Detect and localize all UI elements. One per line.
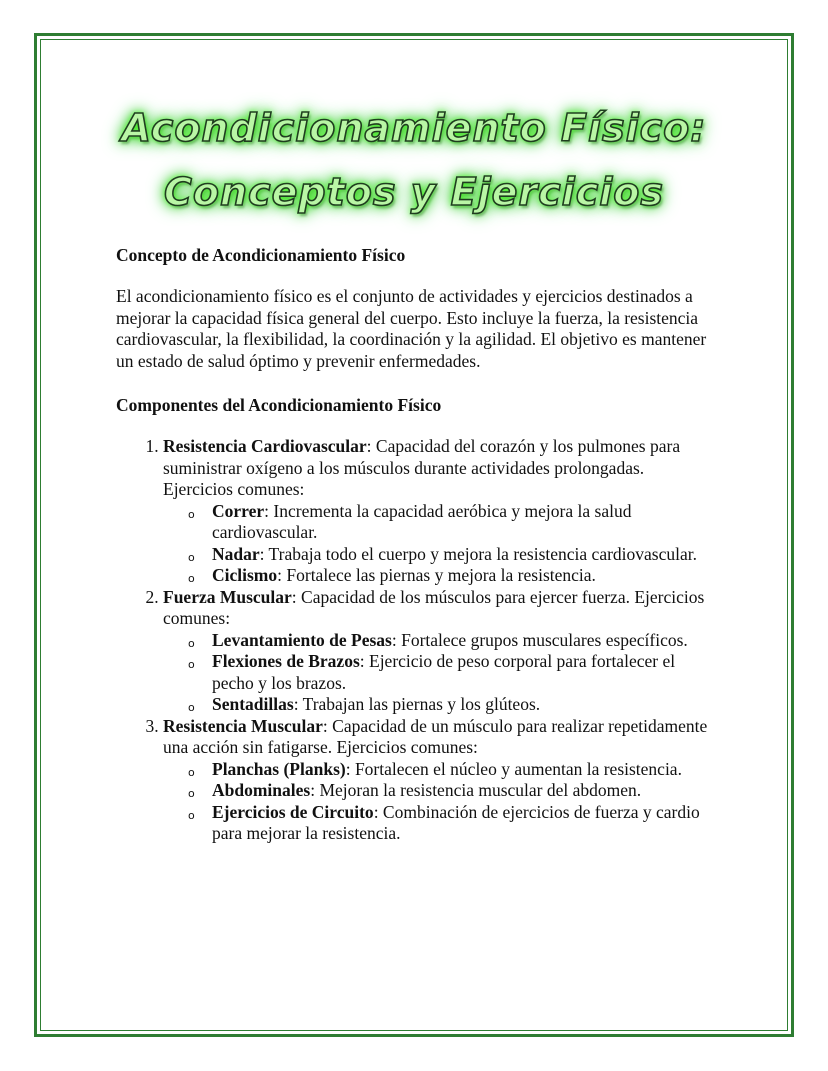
exercise-desc: : Combinación de ejercicios de fuerza y cardio para mejorar la resistencia. [212, 801, 700, 843]
exercise-term: Nadar [212, 543, 260, 564]
exercise-term: Planchas (Planks) [212, 758, 346, 779]
exercise-desc: : Trabajan las piernas y los glúteos. [293, 694, 541, 714]
title-line-1: Acondicionamiento Físico: [121, 106, 707, 150]
bullet-icon: o [188, 658, 195, 671]
exercise-item [188, 629, 716, 652]
title-line-2: Conceptos y Ejercicios [164, 170, 664, 214]
exercise-list [163, 630, 716, 716]
bullet-icon: o [188, 572, 195, 585]
component-desc: : Capacidad de un músculo para realizar repetidamente una acción sin fatigarse. Ejercicios comunes: [163, 715, 708, 757]
exercise-item [188, 543, 716, 566]
exercise-list [163, 501, 716, 587]
exercise-item [188, 801, 716, 845]
exercise-term: Levantamiento de Pesas [212, 629, 392, 650]
exercise-desc: : Ejercicio de peso corporal para fortalecer el pecho y los brazos. [212, 651, 676, 693]
component-term: Resistencia Muscular [163, 715, 323, 736]
exercise-term: Flexiones de Brazos [212, 651, 360, 671]
exercise-term: Sentadillas [212, 694, 294, 714]
exercise-term: Ciclismo [212, 565, 278, 585]
bullet-icon: o [188, 636, 195, 650]
components-list [116, 436, 716, 845]
concept-paragraph: El acondicionamiento físico es el conjunto de actividades y ejercicios destinados a mejorar la capacidad física general del cuerpo. Esto incluye la fuerza, la resistencia cardiovascular, la flexibilidad, la coordinación y la agilidad. El objetivo es mantener un estado de salud óptimo y prevenir enfermedades. [116, 286, 707, 371]
exercise-desc: : Mejoran la resistencia muscular del abdomen. [310, 780, 642, 800]
bullet-icon: o [188, 765, 195, 779]
exercise-desc: : Fortalece las piernas y mejora la resistencia. [277, 565, 596, 585]
component-desc: : Capacidad del corazón y los pulmones para suministrar oxígeno a los músculos durante actividades prolongadas. Ejercicios comunes: [163, 436, 681, 499]
exercise-item [188, 758, 716, 781]
component-item [163, 716, 716, 845]
exercise-term: Correr [212, 500, 265, 521]
exercise-item [188, 500, 716, 544]
components-heading: Componentes del Acondicionamiento Físico [116, 395, 442, 415]
exercise-item [188, 780, 716, 802]
component-item [163, 436, 716, 587]
bullet-icon: o [188, 507, 195, 521]
exercise-desc: : Trabaja todo el cuerpo y mejora la resistencia cardiovascular. [259, 543, 697, 564]
exercise-list [163, 759, 716, 845]
exercise-item [188, 694, 716, 716]
component-term: Fuerza Muscular [163, 586, 292, 607]
exercise-desc: : Fortalecen el núcleo y aumentan la resistencia. [345, 758, 682, 779]
bullet-icon: o [188, 701, 195, 714]
exercise-item [188, 565, 716, 587]
exercise-term: Ejercicios de Circuito [212, 801, 374, 822]
component-item [163, 587, 716, 716]
concept-heading: Concepto de Acondicionamiento Físico [116, 245, 406, 265]
exercise-item [188, 651, 716, 694]
exercise-term: Abdominales [212, 780, 311, 800]
component-desc: : Capacidad de los músculos para ejercer fuerza. Ejercicios comunes: [163, 586, 705, 628]
exercise-desc: : Fortalece grupos musculares específicos. [391, 629, 688, 650]
bullet-icon: o [188, 808, 195, 822]
exercise-desc: : Incrementa la capacidad aeróbica y mejora la salud cardiovascular. [212, 500, 632, 542]
component-term: Resistencia Cardiovascular [163, 436, 367, 456]
bullet-icon: o [188, 787, 195, 800]
bullet-icon: o [188, 550, 195, 564]
document-body [116, 244, 716, 845]
